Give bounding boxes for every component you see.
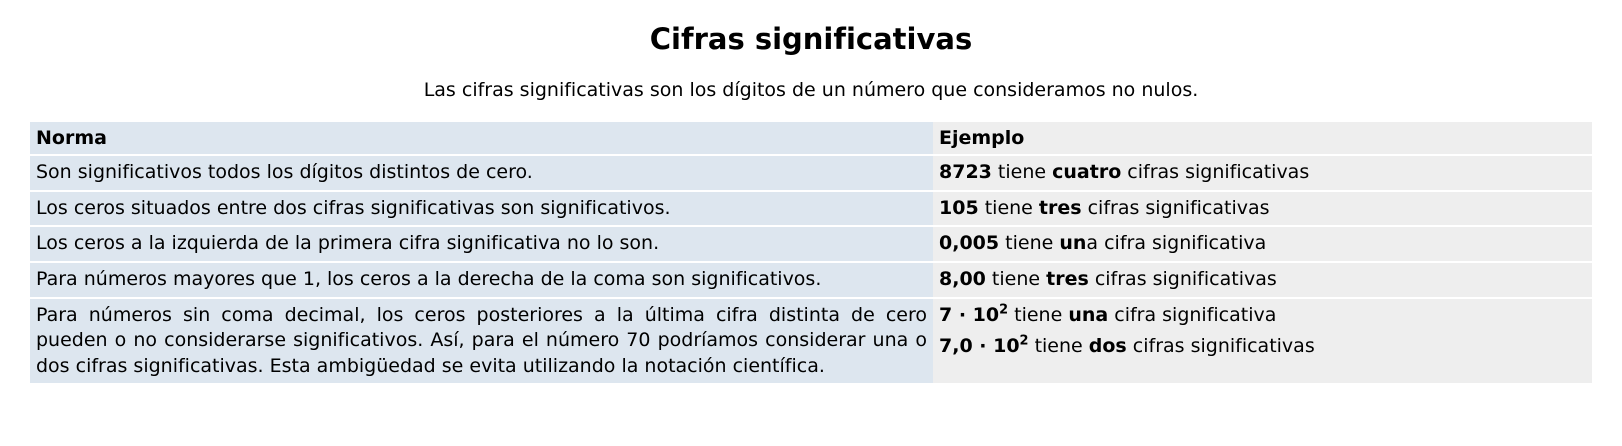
- cell-norma: Los ceros a la izquierda de la primera cifra significativa no lo son.: [30, 226, 933, 262]
- example-line: [939, 334, 1586, 360]
- example-text-fragment: tres: [1038, 196, 1082, 219]
- example-text-fragment: tiene: [978, 196, 1039, 219]
- example-text-fragment: dos: [1088, 335, 1127, 358]
- cell-ejemplo: [933, 298, 1592, 385]
- cell-ejemplo: [933, 191, 1592, 227]
- example-line: [939, 196, 1586, 222]
- table-row: [30, 298, 1592, 385]
- cell-ejemplo: [933, 226, 1592, 262]
- example-text-fragment: 105: [939, 196, 979, 219]
- table-header: [30, 122, 1592, 155]
- example-text-fragment: una: [1068, 303, 1109, 326]
- example-text-fragment: tres: [1046, 267, 1089, 290]
- cell-ejemplo: [933, 155, 1592, 191]
- example-text-fragment: 7 · 10: [939, 303, 1000, 326]
- cell-ejemplo: [933, 262, 1592, 298]
- cell-norma: Los ceros situados entre dos cifras significativas son significativos.: [30, 191, 933, 227]
- table-container: [0, 122, 1622, 385]
- example-text-fragment: tiene: [1028, 335, 1089, 358]
- example-text-fragment: 2: [1019, 333, 1029, 349]
- table-row: [30, 155, 1592, 191]
- table-row: [30, 191, 1592, 227]
- example-text-fragment: cifras significativas: [1121, 161, 1310, 183]
- example-text-fragment: cifras significativas: [1088, 267, 1277, 290]
- example-text-fragment: 8,00: [939, 267, 986, 290]
- table-body: [30, 155, 1592, 384]
- example-line: [939, 160, 1586, 186]
- page-title: Cifras significativas: [649, 22, 973, 56]
- example-text-fragment: un: [1059, 232, 1087, 255]
- example-text-fragment: cifras significativas: [1081, 196, 1270, 219]
- cell-norma: Son significativos todos los dígitos distintos de cero.: [30, 155, 933, 191]
- example-line: [939, 231, 1586, 257]
- cell-norma: Para números mayores que 1, los ceros a la derecha de la coma son significativos.: [30, 262, 933, 298]
- table-row: [30, 226, 1592, 262]
- example-text-fragment: cuatro: [1052, 161, 1122, 183]
- example-text-fragment: 0,005: [939, 232, 1000, 255]
- sigfig-table: [30, 122, 1592, 385]
- example-text-fragment: cifras significativas: [1126, 335, 1315, 358]
- document-page: [0, 22, 1622, 446]
- example-text-fragment: tiene: [1008, 303, 1069, 326]
- column-header-norma: Norma: [30, 122, 933, 155]
- cell-norma: Para números sin coma decimal, los ceros posteriores a la última cifra distinta de cero pueden o no considerarse significativos. Así, para el número 70 podríamos considerar una o dos cifras significativas. Esta ambigüedad se evita utilizando la notación científica.: [30, 298, 933, 385]
- table-header-row: [30, 122, 1592, 155]
- example-text-fragment: a cifra significativa: [1086, 232, 1267, 255]
- column-header-ejemplo: Ejemplo: [933, 122, 1592, 155]
- example-text-fragment: cifra significativa: [1108, 303, 1277, 326]
- example-text-fragment: 2: [999, 302, 1009, 318]
- example-text-fragment: 8723: [939, 161, 992, 183]
- example-text-fragment: tiene: [999, 232, 1060, 255]
- example-line: [939, 267, 1586, 293]
- example-text-fragment: tiene: [985, 267, 1047, 290]
- table-row: [30, 262, 1592, 298]
- page-subtitle: Las cifras significativas son los dígitos de un número que consideramos no nulos.: [423, 79, 1199, 101]
- example-line: [939, 303, 1586, 329]
- example-text-fragment: tiene: [991, 161, 1053, 183]
- example-text-fragment: 7,0 · 10: [939, 335, 1020, 358]
